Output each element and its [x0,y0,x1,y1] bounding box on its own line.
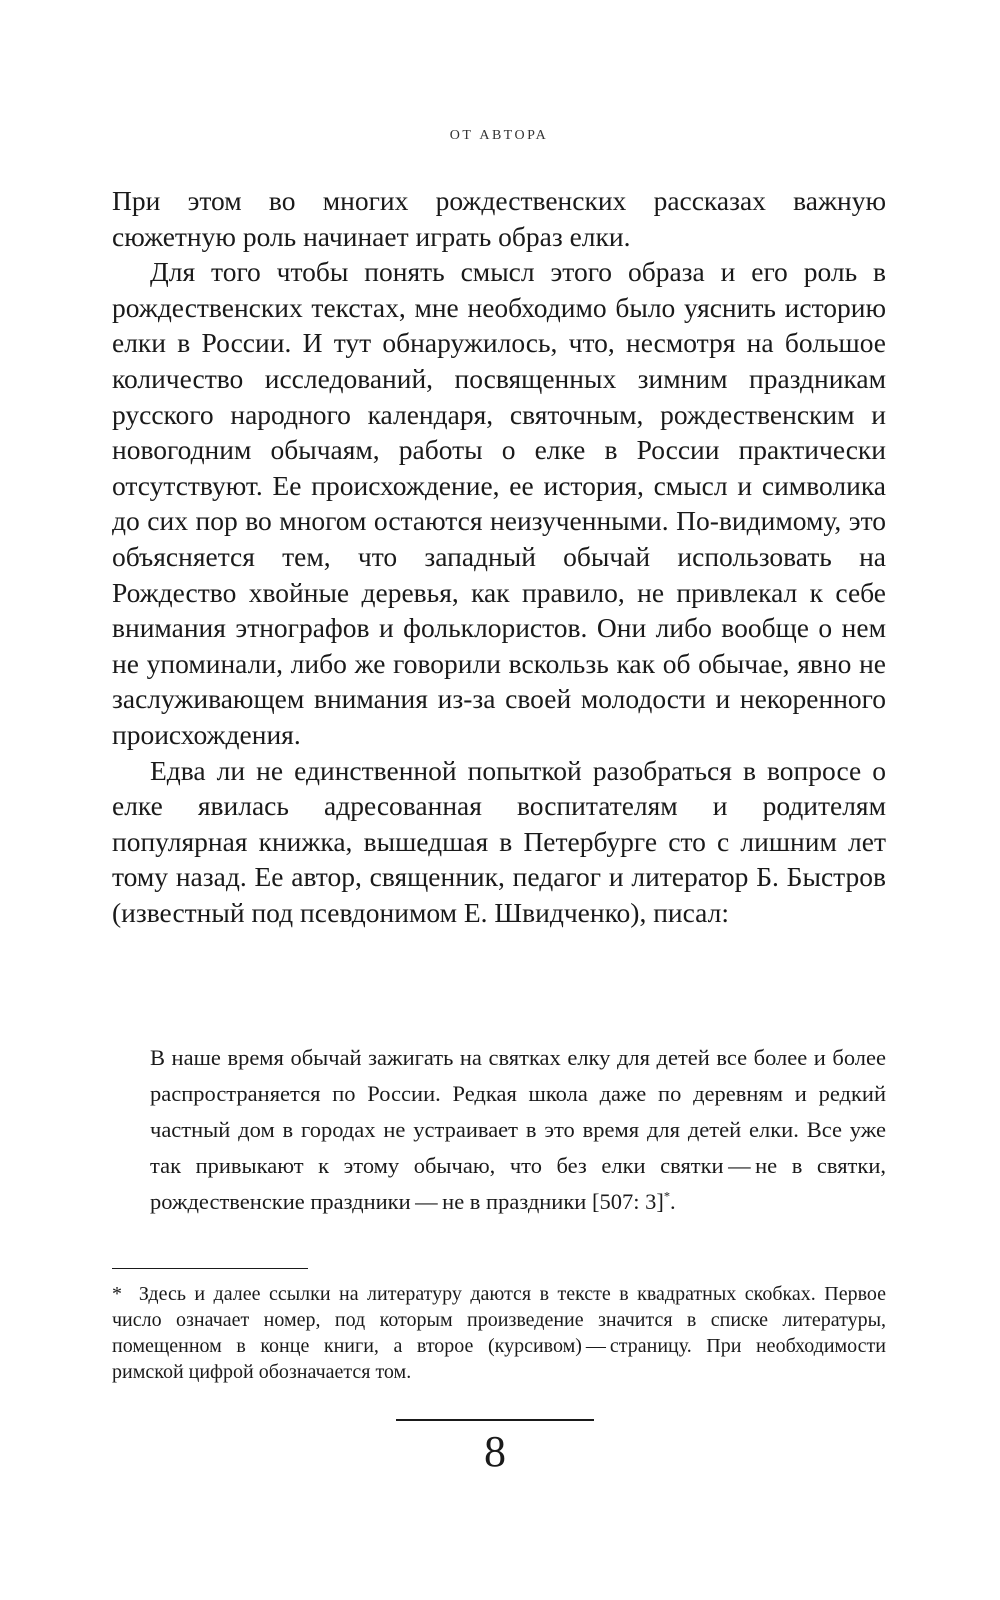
page-number-rule [396,1419,594,1421]
quote-text: В наше время обычай зажигать на святках елку для детей все более и более распространяется по России. Редкая школа даже по деревням и редкий частный дом в городах не устраивает в это время для детей елки. Все уже так привыкают к этому обычаю, что без елки святки — не в святки, рождественские праздники — не в праздники [507: 3] [150,1045,886,1214]
footnote [112,1281,886,1385]
paragraph: Едва ли не единственной попыткой разобраться в вопросе о елке явилась адресованная воспитателям и родителям популярная книжка, вышедшая в Петербурге сто с лишним лет тому назад. Ее автор, священник, педагог и литератор Б. Быстров (известный под псевдонимом Е. Швидченко), писал: [112,754,886,928]
running-head: ОТ АВТОРА [449,128,549,143]
footnote-mark: * [112,1283,122,1305]
book-page [112,0,886,1600]
paragraph: При этом во многих рождественских рассказах важную сюжетную роль начинает играть образ елки. [112,185,886,252]
body-text [112,183,886,930]
block-quote [150,1040,886,1220]
page-number: 8 [484,1427,506,1476]
footnote-reference[interactable]: * [663,1189,670,1204]
quote-end: . [670,1189,676,1214]
paragraph: Для того чтобы понять смысл этого образа и его роль в рождественских текстах, мне необходимо было уяснить историю елки в России. И тут обнаружилось, что, несмотря на большое количество исследований, посвященных зимним праздникам русского народного календаря, святочным, рождественским и новогодним обычаям, работы о елке в России практически отсутствуют. Ее происхождение, ее история, смысл и символика до сих пор во многом остаются неизученными. По-видимому, это объясняется тем, что западный обычай использовать на Рождество хвойные деревья, как правило, не привлекал к себе внимания этнографов и фольклористов. Они либо вообще о нем не упоминали, либо же говорили вскользь как об обычае, явно не заслуживающем внимания из-за своей молодости и некоренного происхождения. [112,256,886,750]
footnote-divider [112,1268,308,1269]
footnote-text: Здесь и далее ссылки на литературу даются в тексте в квадратных скобках. Первое число означает номер, под которым произведение значится в списке литературы, помещенном в конце книги, а второе (курсивом) — страницу. При необходимости римской цифрой обозначается том. [112,1283,886,1383]
